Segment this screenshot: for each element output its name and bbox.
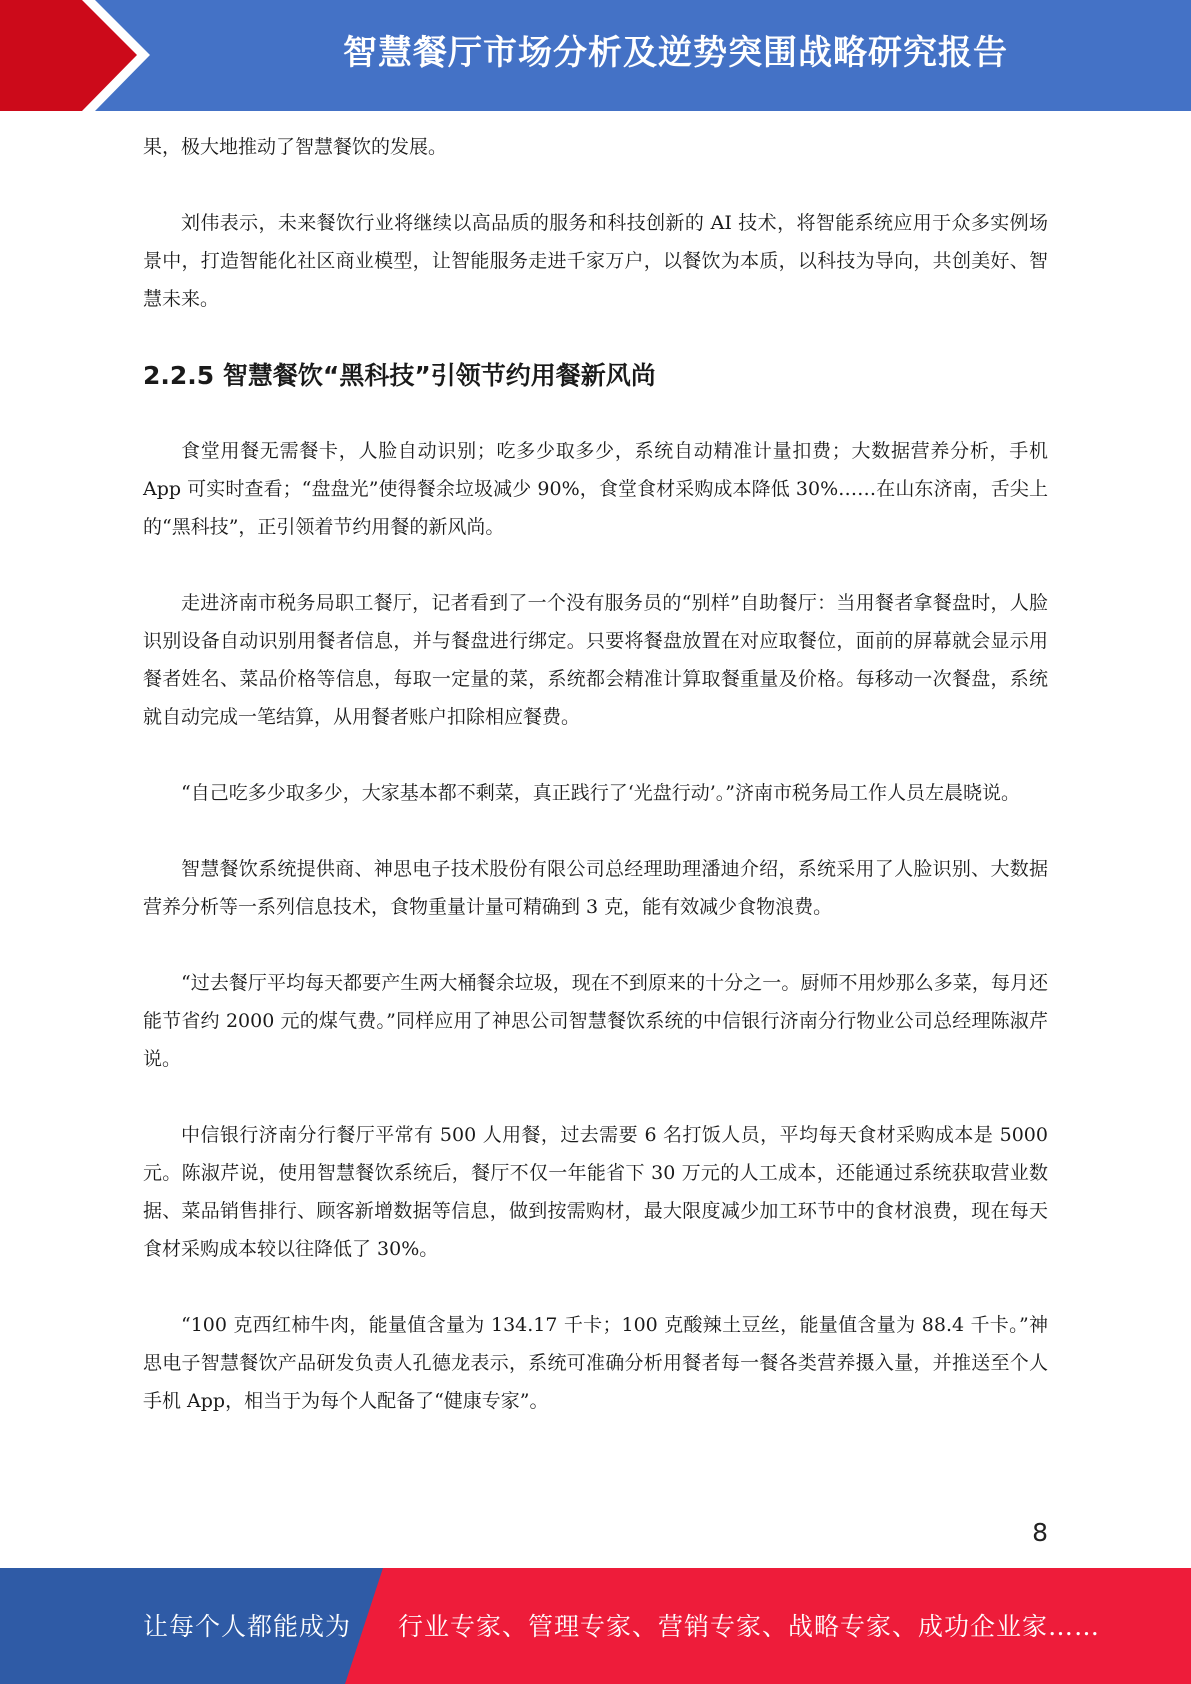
page-number: 8 xyxy=(1032,1518,1048,1547)
paragraph: “自己吃多少取多少，大家基本都不剩菜，真正践行了‘光盘行动’。”济南市税务局工作人员左晨晓说。 xyxy=(181,782,1021,804)
paragraph: 中信银行济南分行餐厅平常有 500 人用餐，过去需要 6 名打饭人员，平均每天食材采购成本是 5000 元。陈淑芹说，使用智慧餐饮系统后，餐厅不仅一年能省下 30 万元的人工成本，还能通过系统获取营业数据、菜品销售排行、顾客新增数据等信息，做到按需购材，最大限度减少加工环节中的食材浪费，现在每天食材采购成本较以往降低了 30%。 xyxy=(143,1124,1048,1260)
paragraph: 走进济南市税务局职工餐厅，记者看到了一个没有服务员的“别样”自助餐厅：当用餐者拿餐盘时，人脸识别设备自动识别用餐者信息，并与餐盘进行绑定。只要将餐盘放置在对应取餐位，面前的屏幕就会显示用餐者姓名、菜品价格等信息，每取一定量的菜，系统都会精准计算取餐重量及价格。每移动一次餐盘，系统就自动完成一笔结算，从用餐者账户扣除相应餐费。 xyxy=(143,592,1048,728)
section-heading: 2.2.5 智慧餐饮“黑科技”引领节约用餐新风尚 xyxy=(143,361,656,390)
footer-slogan-right: 行业专家、管理专家、营销专家、战略专家、成功企业家…… xyxy=(398,1612,1101,1641)
article-body xyxy=(143,128,1048,1458)
paragraph: 食堂用餐无需餐卡，人脸自动识别；吃多少取多少，系统自动精准计量扣费；大数据营养分析，手机 App 可实时查看；“盘盘光”使得餐余垃圾减少 90%，食堂食材采购成本降低 30%……在山东济南，舌尖上的“黑科技”，正引领着节约用餐的新风尚。 xyxy=(143,440,1048,538)
paragraph: “100 克西红柿牛肉，能量值含量为 134.17 千卡；100 克酸辣土豆丝，能量值含量为 88.4 千卡。”神思电子智慧餐饮产品研发负责人孔德龙表示，系统可准确分析用餐者每一餐各类营养摄入量，并推送至个人手机 App，相当于为每个人配备了“健康专家”。 xyxy=(143,1314,1048,1412)
paragraph: “过去餐厅平均每天都要产生两大桶餐余垃圾，现在不到原来的十分之一。厨师不用炒那么多菜，每月还能节省约 2000 元的煤气费。”同样应用了神思公司智慧餐饮系统的中信银行济南分行物业公司总经理陈淑芹说。 xyxy=(143,972,1048,1070)
page-header xyxy=(0,0,1191,111)
report-title: 智慧餐厅市场分析及逆势突围战略研究报告 xyxy=(343,33,1008,73)
paragraph: 果，极大地推动了智慧餐饮的发展。 xyxy=(143,136,448,158)
footer-slogan-left: 让每个人都能成为 xyxy=(143,1612,352,1641)
header-red-chevron xyxy=(0,0,150,111)
paragraph: 刘伟表示，未来餐饮行业将继续以高品质的服务和科技创新的 AI 技术，将智能系统应用于众多实例场景中，打造智能化社区商业模型，让智能服务走进千家万户，以餐饮为本质，以科技为导向，共创美好、智慧未来。 xyxy=(143,212,1048,310)
page-footer xyxy=(0,1568,1191,1684)
paragraph: 智慧餐饮系统提供商、神思电子技术股份有限公司总经理助理潘迪介绍，系统采用了人脸识别、大数据营养分析等一系列信息技术，食物重量计量可精确到 3 克，能有效减少食物浪费。 xyxy=(143,858,1048,918)
